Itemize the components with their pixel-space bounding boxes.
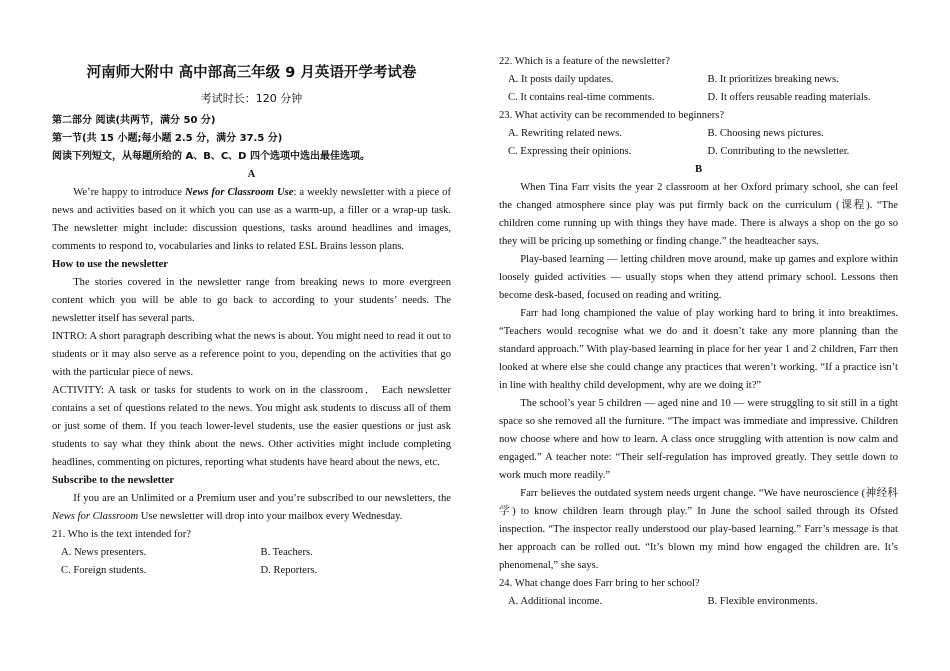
question-22 [499, 53, 898, 107]
option-b: B. Choosing news pictures. [707, 128, 824, 139]
passage-a-label: A [247, 169, 256, 180]
right-column [499, 0, 898, 611]
question-23-options [499, 125, 898, 161]
p1-text-start: We’re happy to introduce [73, 187, 185, 198]
option-a: A. News presenters. [61, 547, 147, 558]
question-24 [499, 575, 898, 611]
passage-a-subscribe-paragraph [52, 490, 451, 526]
question-21-stem: 21. Who is the text intended for? [52, 529, 191, 540]
left-column [52, 0, 451, 580]
question-23 [499, 107, 898, 161]
option-b: B. It prioritizes breaking news. [707, 74, 839, 85]
question-21-options [52, 544, 451, 580]
option-b: B. Flexible environments. [707, 596, 818, 607]
question-24-options [499, 593, 898, 611]
passage-a-intro-paragraph: INTRO: A short paragraph describing what the news is about. You might need to read it out to students or it may also serve as a reference point to you, depending on the activities that go with the particular piece of news. [52, 331, 451, 378]
option-a: A. It posts daily updates. [508, 74, 614, 85]
subscribe-heading: Subscribe to the newsletter [52, 475, 175, 486]
p5-text-end: Use newsletter will drop into your mailbox every Wednesday. [138, 511, 403, 522]
option-c: C. It contains real-time comments. [508, 92, 655, 103]
question-22-stem: 22. Which is a feature of the newsletter? [499, 56, 670, 67]
passage-b-paragraph-1: When Tina Farr visits the year 2 classroom at her Oxford primary school, she can feel the changed atmosphere since play was put firmly back on the curriculum (课程). “The children come running up with things they have made. There is always a shop on the go so they will be pricing up something or finding change.” the headteacher says. [499, 182, 898, 247]
option-b: B. Teachers. [260, 547, 313, 558]
passage-a-paragraph-1 [52, 184, 451, 256]
instruction: 阅读下列短文，从每题所给的 A、B、C、D 四个选项中选出最佳选项。 [52, 151, 370, 162]
option-c: C. Expressing their opinions. [508, 146, 632, 157]
question-24-stem: 24. What change does Farr bring to her school? [499, 578, 700, 589]
subpart-heading: 第一节(共 15 小题;每小题 2.5 分，满分 37.5 分) [52, 133, 283, 144]
how-to-use-heading: How to use the newsletter [52, 259, 168, 270]
passage-a-activity-paragraph: ACTIVITY: A task or tasks for students to work on in the classroom． Each newsletter contains a set of questions related to the news. You might ask students to discuss all of them or just some of them. If you teach lower-level students, use the easier questions or just ask students to say what they think about the news. Other activities might include completing headlines, commenting on pictures, reporting what students have heard about the news, etc. [52, 385, 451, 468]
passage-b-label: B [694, 164, 703, 175]
passage-b-paragraph-3: Farr had long championed the value of play working hard to bring it into breaktimes. “Teachers would recognise what we do and it doesn’t take any more planning than the standard approach.” With play-based learning in place for her year 1 and 2 children, Farr then looked at where else she could change any practices that weren’t working. “If a practice isn’t in line with healthy child development, why are we doing it?” [499, 308, 898, 391]
newsletter-name-italic: News for Classroom [52, 511, 139, 522]
passage-b-paragraph-5: Farr believes the outdated system needs urgent change. “We have neuroscience (神经科学) to know children learn through play.” In June the school sailed through its Ofsted inspection. “The inspector really understood our play-based learning.” Farr’s message is that her approach can be rolled out. “It’s blown my mind how engaged the children are. It’s phenomenal,” she says. [499, 488, 898, 571]
exam-duration: 考试时长：120 分钟 [200, 92, 303, 105]
newsletter-name: News for Classroom Use [184, 187, 294, 198]
passage-a-paragraph-2: The stories covered in the newsletter range from breaking news to more evergreen content which you will be able to go back to according to your students’ needs. The newsletter itself has several parts. [52, 277, 451, 324]
question-21 [52, 526, 451, 580]
option-d: D. Reporters. [260, 565, 318, 576]
exam-title: 河南师大附中 高中部高三年级 9 月英语开学考试卷 [86, 65, 417, 81]
option-d: D. Contributing to the newsletter. [707, 146, 850, 157]
p1-text-end: : a weekly newsletter with a piece of news and activities based on it which you can use as a warm-up, a filler or a wrap-up task. The newsletter might include: discussion questions, tasks around headlines and images, comments to respond to, vocabularies and links to related ESL Brains lesson plans. [52, 187, 451, 252]
p5-text-start: If you are an Unlimited or a Premium user and you’re subscribed to our newsletters, the [73, 493, 451, 504]
option-d: D. It offers reusable reading materials. [707, 92, 871, 103]
part-heading: 第二部分 阅读(共两节，满分 50 分) [52, 115, 216, 126]
option-a: A. Additional income. [508, 596, 603, 607]
question-22-options [499, 71, 898, 107]
question-23-stem: 23. What activity can be recommended to beginners? [499, 110, 725, 121]
option-c: C. Foreign students. [61, 565, 147, 576]
option-a: A. Rewriting related news. [508, 128, 622, 139]
passage-b-paragraph-2: Play-based learning — letting children move around, make up games and explore within loosely guided activities — usually stops when they attend primary school. Lessons then become desk-based, focused on reading and writing. [499, 254, 898, 301]
passage-b-paragraph-4: The school’s year 5 children — aged nine and 10 — were struggling to sit still in a tight space so she removed all the furniture. “The impact was immediate and impressive. Children now choose where and how to learn. A class once struggling with attention is now calm and engaged.” A teacher note: “Their self-regulation has improved greatly. They settle down to work much more readily.” [499, 398, 898, 481]
